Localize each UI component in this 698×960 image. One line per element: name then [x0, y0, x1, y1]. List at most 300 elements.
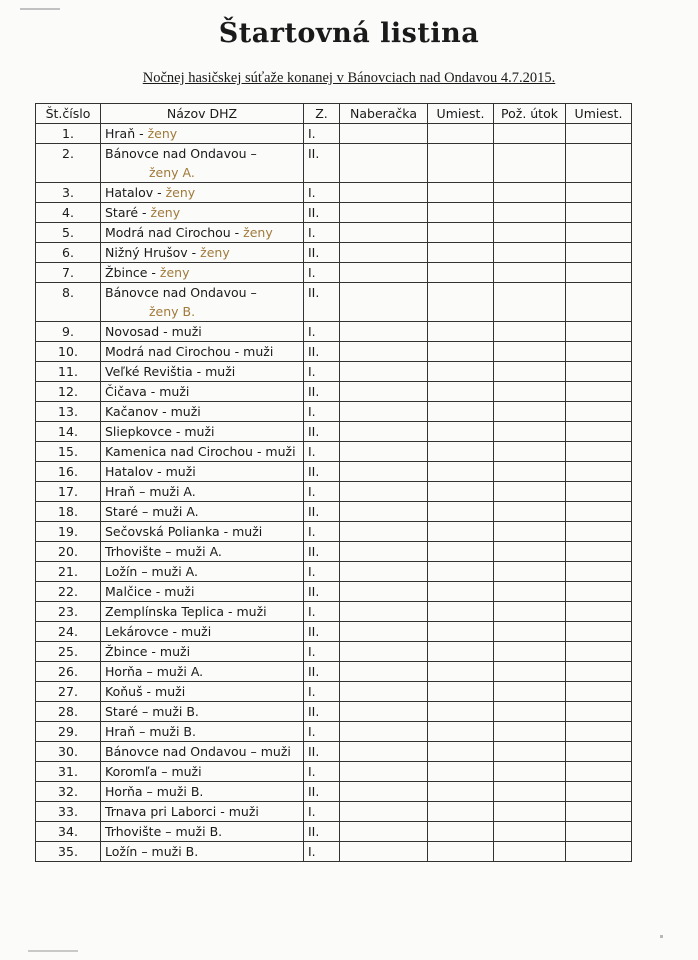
naberacka-cell — [340, 602, 428, 622]
team-name-cell — [101, 203, 304, 223]
placement-cell — [566, 442, 632, 462]
placement-cell — [566, 124, 632, 144]
zone-cell: I. — [304, 124, 340, 144]
naberacka-cell — [340, 702, 428, 722]
table-row — [36, 422, 632, 442]
start-number-cell: 31. — [36, 762, 101, 782]
placement-cell — [428, 243, 494, 263]
naberacka-cell — [340, 822, 428, 842]
team-name: Staré – muži A. — [105, 504, 199, 519]
team-name-cell — [101, 762, 304, 782]
header-placement-1: Umiest. — [428, 104, 494, 124]
team-name-cell — [101, 124, 304, 144]
fire-attack-cell — [494, 502, 566, 522]
zone-cell: II. — [304, 822, 340, 842]
scan-speck — [20, 8, 60, 10]
zone-cell: I. — [304, 682, 340, 702]
placement-cell — [566, 462, 632, 482]
team-name: Hatalov - — [105, 185, 166, 200]
start-number-cell: 1. — [36, 124, 101, 144]
table-row — [36, 342, 632, 362]
placement-cell — [428, 203, 494, 223]
team-name: Modrá nad Cirochou - — [105, 225, 244, 240]
start-number-cell: 32. — [36, 782, 101, 802]
table-row — [36, 542, 632, 562]
scan-speck — [660, 935, 663, 938]
naberacka-cell — [340, 522, 428, 542]
start-number-cell: 19. — [36, 522, 101, 542]
table-row — [36, 442, 632, 462]
team-name-cell — [101, 542, 304, 562]
placement-cell — [428, 582, 494, 602]
fire-attack-cell — [494, 283, 566, 322]
header-fire-attack: Pož. útok — [494, 104, 566, 124]
team-name: Kamenica nad Cirochou - muži — [105, 444, 296, 459]
zone-cell: II. — [304, 782, 340, 802]
placement-cell — [428, 263, 494, 283]
zone-cell: I. — [304, 442, 340, 462]
placement-cell — [566, 822, 632, 842]
fire-attack-cell — [494, 722, 566, 742]
team-name: Zemplínska Teplica - muži — [105, 604, 267, 619]
naberacka-cell — [340, 462, 428, 482]
header-start-number: Št.číslo — [36, 104, 101, 124]
fire-attack-cell — [494, 602, 566, 622]
team-name: Staré - — [105, 205, 151, 220]
zone-cell: II. — [304, 662, 340, 682]
team-name-cell — [101, 402, 304, 422]
fire-attack-cell — [494, 662, 566, 682]
zone-cell: I. — [304, 562, 340, 582]
table-row — [36, 402, 632, 422]
fire-attack-cell — [494, 362, 566, 382]
naberacka-cell — [340, 263, 428, 283]
fire-attack-cell — [494, 422, 566, 442]
naberacka-cell — [340, 642, 428, 662]
start-number-cell: 12. — [36, 382, 101, 402]
start-number-cell: 5. — [36, 223, 101, 243]
fire-attack-cell — [494, 842, 566, 862]
table-row — [36, 642, 632, 662]
naberacka-cell — [340, 362, 428, 382]
naberacka-cell — [340, 782, 428, 802]
placement-cell — [566, 782, 632, 802]
fire-attack-cell — [494, 802, 566, 822]
zone-cell: II. — [304, 582, 340, 602]
placement-cell — [566, 482, 632, 502]
placement-cell — [566, 263, 632, 283]
team-name-cell — [101, 243, 304, 263]
placement-cell — [566, 562, 632, 582]
team-name: Hraň - — [105, 126, 148, 141]
placement-cell — [428, 482, 494, 502]
placement-cell — [428, 283, 494, 322]
team-name: Horňa – muži A. — [105, 664, 204, 679]
table-row — [36, 223, 632, 243]
zone-cell: II. — [304, 542, 340, 562]
fire-attack-cell — [494, 342, 566, 362]
team-name-cell — [101, 622, 304, 642]
placement-cell — [566, 422, 632, 442]
placement-cell — [428, 402, 494, 422]
start-number-cell: 9. — [36, 322, 101, 342]
start-number-cell: 11. — [36, 362, 101, 382]
table-row — [36, 782, 632, 802]
team-name: Trhovište – muži A. — [105, 544, 222, 559]
team-name: Sliepkovce - muži — [105, 424, 215, 439]
zone-cell: I. — [304, 642, 340, 662]
table-row — [36, 622, 632, 642]
team-name-cell — [101, 602, 304, 622]
start-number-cell: 20. — [36, 542, 101, 562]
start-number-cell: 14. — [36, 422, 101, 442]
table-row — [36, 124, 632, 144]
team-name: Koňuš - muži — [105, 684, 186, 699]
zone-cell: I. — [304, 802, 340, 822]
zone-cell: II. — [304, 243, 340, 263]
table-row — [36, 742, 632, 762]
placement-cell — [566, 243, 632, 263]
fire-attack-cell — [494, 144, 566, 183]
team-name-cell — [101, 822, 304, 842]
fire-attack-cell — [494, 124, 566, 144]
placement-cell — [428, 502, 494, 522]
naberacka-cell — [340, 722, 428, 742]
fire-attack-cell — [494, 243, 566, 263]
placement-cell — [428, 702, 494, 722]
table-row — [36, 462, 632, 482]
team-name-cell — [101, 662, 304, 682]
placement-cell — [566, 842, 632, 862]
table-row — [36, 682, 632, 702]
placement-cell — [566, 742, 632, 762]
start-number-cell: 26. — [36, 662, 101, 682]
naberacka-cell — [340, 622, 428, 642]
placement-cell — [566, 722, 632, 742]
placement-cell — [428, 223, 494, 243]
placement-cell — [428, 682, 494, 702]
naberacka-cell — [340, 682, 428, 702]
naberacka-cell — [340, 562, 428, 582]
placement-cell — [428, 562, 494, 582]
placement-cell — [428, 522, 494, 542]
zone-cell: II. — [304, 382, 340, 402]
placement-cell — [428, 642, 494, 662]
team-category: ženy — [147, 126, 178, 141]
zone-cell: I. — [304, 842, 340, 862]
fire-attack-cell — [494, 203, 566, 223]
table-row — [36, 183, 632, 203]
placement-cell — [428, 342, 494, 362]
fire-attack-cell — [494, 322, 566, 342]
team-name-cell — [101, 582, 304, 602]
start-number-cell: 8. — [36, 283, 101, 322]
table-header-row — [36, 104, 632, 124]
team-name: Bánovce nad Ondavou – — [105, 146, 257, 161]
team-name: Koromľa – muži — [105, 764, 202, 779]
team-name-cell — [101, 342, 304, 362]
team-name-cell — [101, 223, 304, 243]
table-row — [36, 662, 632, 682]
naberacka-cell — [340, 402, 428, 422]
team-name: Bánovce nad Ondavou – — [105, 285, 257, 300]
placement-cell — [566, 144, 632, 183]
table-row — [36, 842, 632, 862]
placement-cell — [566, 802, 632, 822]
start-number-cell: 24. — [36, 622, 101, 642]
start-number-cell: 33. — [36, 802, 101, 822]
table-row — [36, 322, 632, 342]
team-name-cell — [101, 263, 304, 283]
team-category: ženy — [165, 185, 196, 200]
zone-cell: I. — [304, 722, 340, 742]
fire-attack-cell — [494, 462, 566, 482]
table-row — [36, 263, 632, 283]
placement-cell — [566, 582, 632, 602]
document-subtitle: Nočnej hasičskej súťaže konanej v Bánovciach nad Ondavou 4.7.2015. — [142, 70, 556, 86]
fire-attack-cell — [494, 482, 566, 502]
start-number-cell: 28. — [36, 702, 101, 722]
team-name: Nižný Hrušov - — [105, 245, 201, 260]
team-name-cell — [101, 502, 304, 522]
fire-attack-cell — [494, 622, 566, 642]
fire-attack-cell — [494, 682, 566, 702]
team-name-cell — [101, 722, 304, 742]
table-row — [36, 562, 632, 582]
header-team-name: Názov DHZ — [101, 104, 304, 124]
team-name: Horňa – muži B. — [105, 784, 204, 799]
team-name: Modrá nad Cirochou - muži — [105, 344, 274, 359]
team-category: ženy — [150, 205, 181, 220]
placement-cell — [566, 682, 632, 702]
naberacka-cell — [340, 662, 428, 682]
team-name: Bánovce nad Ondavou – muži — [105, 744, 291, 759]
start-number-cell: 27. — [36, 682, 101, 702]
table-row — [36, 502, 632, 522]
placement-cell — [428, 762, 494, 782]
placement-cell — [566, 183, 632, 203]
naberacka-cell — [340, 502, 428, 522]
table-row — [36, 382, 632, 402]
team-name: Sečovská Polianka - muži — [105, 524, 263, 539]
naberacka-cell — [340, 382, 428, 402]
placement-cell — [566, 762, 632, 782]
team-category: ženy B. — [149, 304, 196, 319]
zone-cell: II. — [304, 144, 340, 183]
zone-cell: I. — [304, 602, 340, 622]
start-number-cell: 2. — [36, 144, 101, 183]
naberacka-cell — [340, 223, 428, 243]
placement-cell — [428, 462, 494, 482]
team-name-cell — [101, 462, 304, 482]
naberacka-cell — [340, 742, 428, 762]
team-name-cell — [101, 382, 304, 402]
start-number-cell: 7. — [36, 263, 101, 283]
naberacka-cell — [340, 243, 428, 263]
zone-cell: II. — [304, 502, 340, 522]
team-name-cell — [101, 642, 304, 662]
placement-cell — [428, 362, 494, 382]
team-name-cell — [101, 562, 304, 582]
header-naberacka: Naberačka — [340, 104, 428, 124]
team-name-cell — [101, 144, 304, 183]
team-name: Ložín – muži A. — [105, 564, 198, 579]
table-row — [36, 283, 632, 322]
fire-attack-cell — [494, 642, 566, 662]
naberacka-cell — [340, 342, 428, 362]
start-number-cell: 18. — [36, 502, 101, 522]
placement-cell — [428, 822, 494, 842]
team-name: Lekárovce - muži — [105, 624, 212, 639]
placement-cell — [566, 702, 632, 722]
team-category: ženy — [200, 245, 230, 260]
start-number-cell: 34. — [36, 822, 101, 842]
scan-speck — [28, 950, 78, 952]
team-name: Hraň – muži B. — [105, 724, 196, 739]
naberacka-cell — [340, 482, 428, 502]
zone-cell: II. — [304, 742, 340, 762]
fire-attack-cell — [494, 442, 566, 462]
start-number-cell: 3. — [36, 183, 101, 203]
team-name: Trnava pri Laborci - muži — [105, 804, 259, 819]
naberacka-cell — [340, 802, 428, 822]
team-name-cell — [101, 322, 304, 342]
zone-cell: I. — [304, 402, 340, 422]
fire-attack-cell — [494, 702, 566, 722]
placement-cell — [428, 622, 494, 642]
zone-cell: II. — [304, 622, 340, 642]
zone-cell: II. — [304, 283, 340, 322]
start-number-cell: 23. — [36, 602, 101, 622]
placement-cell — [428, 602, 494, 622]
naberacka-cell — [340, 183, 428, 203]
team-name-cell — [101, 442, 304, 462]
zone-cell: I. — [304, 362, 340, 382]
placement-cell — [566, 542, 632, 562]
placement-cell — [428, 842, 494, 862]
placement-cell — [566, 342, 632, 362]
team-name: Novosad - muži — [105, 324, 202, 339]
placement-cell — [566, 322, 632, 342]
team-name: Veľké Revištia - muži — [105, 364, 236, 379]
team-name: Staré – muži B. — [105, 704, 199, 719]
naberacka-cell — [340, 842, 428, 862]
start-number-cell: 29. — [36, 722, 101, 742]
placement-cell — [428, 662, 494, 682]
start-number-cell: 21. — [36, 562, 101, 582]
placement-cell — [428, 542, 494, 562]
fire-attack-cell — [494, 183, 566, 203]
placement-cell — [566, 522, 632, 542]
table-row — [36, 522, 632, 542]
document-title: Štartovná listina — [218, 18, 480, 49]
team-category: ženy A. — [149, 165, 195, 180]
team-name-cell — [101, 742, 304, 762]
placement-cell — [566, 382, 632, 402]
naberacka-cell — [340, 582, 428, 602]
placement-cell — [428, 442, 494, 462]
team-name-cell — [101, 702, 304, 722]
placement-cell — [566, 402, 632, 422]
zone-cell: II. — [304, 422, 340, 442]
team-name: Hatalov - muži — [105, 464, 196, 479]
team-name: Žbince - — [105, 265, 160, 280]
header-placement-2: Umiest. — [566, 104, 632, 124]
table-row — [36, 802, 632, 822]
zone-cell: I. — [304, 183, 340, 203]
start-number-cell: 17. — [36, 482, 101, 502]
naberacka-cell — [340, 442, 428, 462]
team-name-cell — [101, 522, 304, 542]
fire-attack-cell — [494, 522, 566, 542]
start-number-cell: 35. — [36, 842, 101, 862]
team-name-cell — [101, 682, 304, 702]
team-name-cell — [101, 183, 304, 203]
placement-cell — [566, 203, 632, 223]
placement-cell — [428, 802, 494, 822]
team-name-cell — [101, 422, 304, 442]
team-category: ženy — [159, 265, 190, 280]
placement-cell — [566, 283, 632, 322]
team-name-cell — [101, 362, 304, 382]
naberacka-cell — [340, 762, 428, 782]
placement-cell — [428, 183, 494, 203]
table-row — [36, 243, 632, 263]
placement-cell — [566, 622, 632, 642]
zone-cell: I. — [304, 482, 340, 502]
placement-cell — [428, 782, 494, 802]
naberacka-cell — [340, 542, 428, 562]
team-name: Kačanov - muži — [105, 404, 201, 419]
table-row — [36, 822, 632, 842]
zone-cell: I. — [304, 322, 340, 342]
table-row — [36, 582, 632, 602]
placement-cell — [566, 662, 632, 682]
placement-cell — [428, 322, 494, 342]
team-name-cell — [101, 782, 304, 802]
zone-cell: II. — [304, 203, 340, 223]
team-name: Trhovište – muži B. — [105, 824, 223, 839]
placement-cell — [566, 602, 632, 622]
fire-attack-cell — [494, 782, 566, 802]
placement-cell — [428, 742, 494, 762]
team-name-cell — [101, 842, 304, 862]
zone-cell: I. — [304, 522, 340, 542]
start-number-cell: 30. — [36, 742, 101, 762]
start-number-cell: 13. — [36, 402, 101, 422]
fire-attack-cell — [494, 382, 566, 402]
team-name: Hraň – muži A. — [105, 484, 196, 499]
naberacka-cell — [340, 422, 428, 442]
placement-cell — [566, 642, 632, 662]
placement-cell — [566, 223, 632, 243]
naberacka-cell — [340, 203, 428, 223]
fire-attack-cell — [494, 762, 566, 782]
team-name: Ložín – muži B. — [105, 844, 199, 859]
team-name: Žbince - muži — [105, 644, 191, 659]
zone-cell: II. — [304, 342, 340, 362]
placement-cell — [428, 382, 494, 402]
fire-attack-cell — [494, 822, 566, 842]
start-number-cell: 6. — [36, 243, 101, 263]
fire-attack-cell — [494, 402, 566, 422]
placement-cell — [428, 422, 494, 442]
zone-cell: I. — [304, 223, 340, 243]
fire-attack-cell — [494, 562, 566, 582]
fire-attack-cell — [494, 223, 566, 243]
team-name-cell — [101, 802, 304, 822]
zone-cell: II. — [304, 702, 340, 722]
